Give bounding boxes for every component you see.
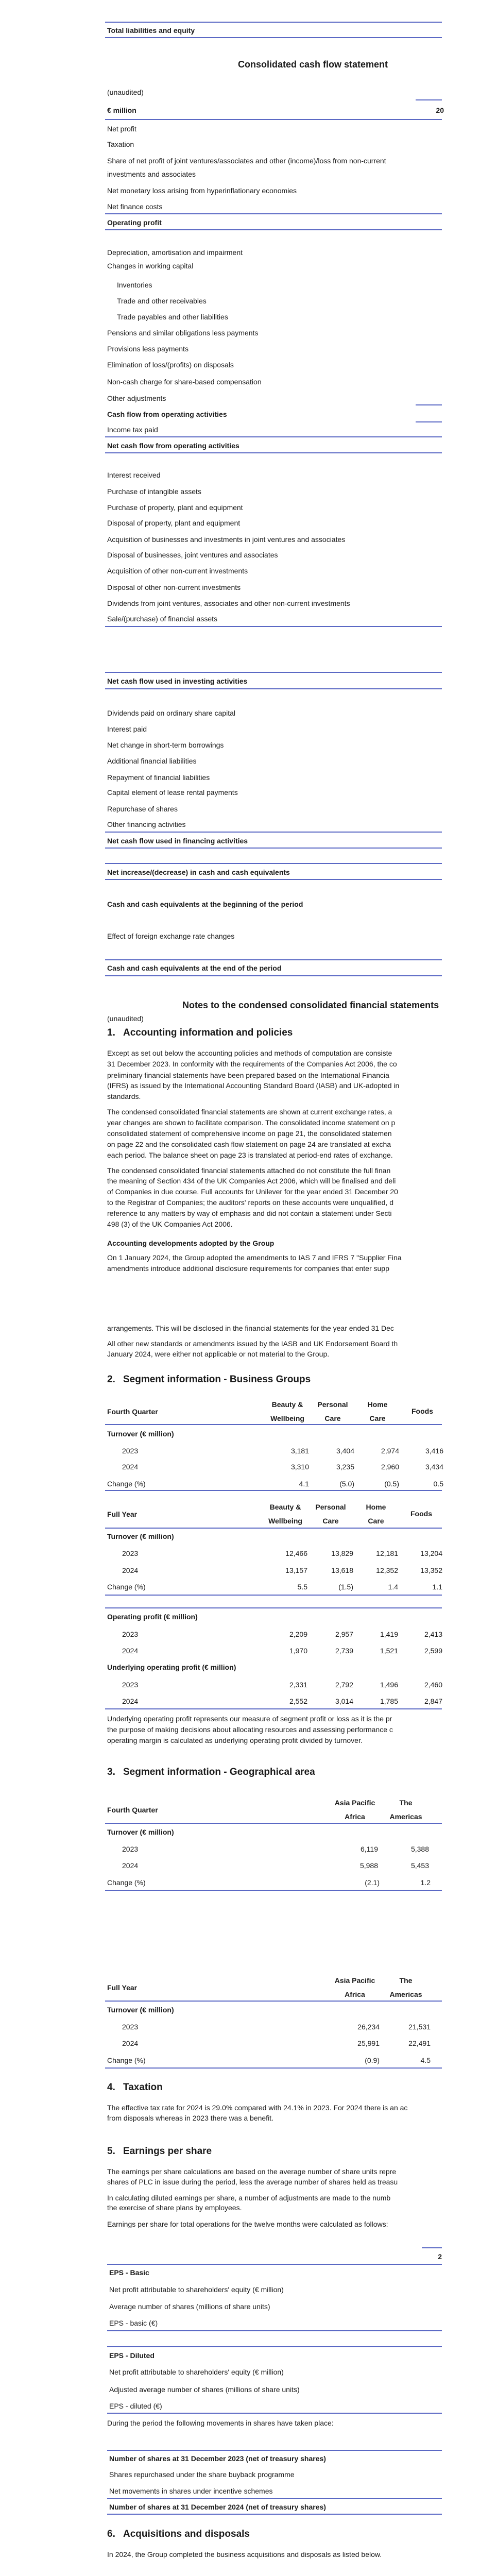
cell: 1.4 <box>388 1583 398 1591</box>
paragraph-line: standards. <box>107 1092 141 1100</box>
column-header: Foods <box>410 1510 432 1518</box>
table-section-label: Turnover (€ million) <box>107 1828 174 1836</box>
cell: 5,453 <box>410 1861 429 1870</box>
section-title: Taxation <box>123 2082 163 2093</box>
cell: 1.1 <box>432 1583 442 1591</box>
divider <box>105 959 442 960</box>
paragraph-line: The condensed consolidated financial statements attached do not constitute the full finan <box>107 1166 391 1175</box>
divider <box>107 2264 442 2265</box>
cf-row: Pensions and similar obligations less payments <box>107 329 259 337</box>
column-header: Personal Care <box>317 1400 348 1422</box>
paragraph-line: 31 December 2023. In conformity with the requirements of the Companies Act 2006, the co <box>107 1060 397 1068</box>
cf-row: Net change in short-term borrowings <box>107 741 224 749</box>
cell: 4.5 <box>420 2056 431 2064</box>
divider <box>105 672 442 673</box>
paragraph-line: arrangements. This will be disclosed in the financial statements for the year ended 31 Dec <box>107 1324 394 1332</box>
section-heading-4 <box>107 2081 163 2094</box>
cf-row: Provisions less payments <box>107 345 188 353</box>
divider <box>105 1708 442 1709</box>
divider <box>107 2346 442 2347</box>
cell: 3,014 <box>335 1697 353 1705</box>
divider <box>105 1490 442 1491</box>
year-column-header: 20 <box>436 106 444 114</box>
paragraph-line: year changes are shown to facilitate comparison. The consolidated income statement on p <box>107 1118 396 1127</box>
divider <box>105 1595 442 1596</box>
divider <box>105 119 442 120</box>
cf-subtotal-row: Cash flow from operating activities <box>107 410 227 418</box>
cf-row: Disposal of businesses, joint ventures and associates <box>107 551 278 559</box>
column-header: Home Care <box>367 1400 388 1422</box>
cell: 22,491 <box>408 2039 431 2047</box>
cf-row: Depreciation, amortisation and impairment <box>107 248 243 257</box>
section-number: 5. <box>107 2146 115 2157</box>
cell: 2,957 <box>335 1630 353 1638</box>
cell: 2,460 <box>424 1681 442 1689</box>
paragraph-line: on page 22 and the consolidated cash flow statement on page 24 are translated at excha <box>107 1140 391 1148</box>
paragraph-line: consolidated statement of comprehensive income on page 21, the consolidated statemen <box>107 1129 392 1138</box>
divider <box>105 37 442 38</box>
cf-row: Changes in working capital <box>107 262 194 270</box>
paragraph-line: Except as set out below the accounting policies and methods of computation are consiste <box>107 1049 392 1057</box>
cf-row: Share of net profit of joint ventures/associates and other (income)/loss from non-current investments and associates <box>107 157 386 178</box>
paragraph-line: each period. The balance sheet on page 23 is translated at period-end rates of exchange. <box>107 1151 393 1159</box>
paragraph-line: preliminary financial statements have been prepared based on the International Financia <box>107 1071 389 1079</box>
cell: 2,552 <box>289 1697 307 1705</box>
cf-row: Interest received <box>107 471 161 479</box>
cell: 2,599 <box>424 1647 442 1655</box>
column-header: The Americas <box>389 1799 422 1821</box>
cell: 13,352 <box>420 1566 442 1574</box>
divider <box>105 2067 442 2069</box>
divider <box>107 2450 442 2451</box>
document-page <box>105 0 442 2568</box>
cell: 25,991 <box>357 2039 380 2047</box>
notes-title: Notes to the condensed consolidated financial statements <box>182 1000 439 1010</box>
cf-row: Disposal of other non-current investments <box>107 583 241 591</box>
cell: 13,204 <box>420 1549 442 1557</box>
section-heading-5 <box>107 2145 212 2158</box>
cell: 2,974 <box>381 1447 399 1455</box>
cf-total-row: Net cash flow from operating activities <box>107 442 239 450</box>
cell: 4.1 <box>299 1480 309 1488</box>
paragraph-line: amendments introduce additional disclosure requirements for companies that enter supp <box>107 1264 389 1273</box>
total-liabilities-equity-label: Total liabilities and equity <box>107 26 195 35</box>
cell: 2,792 <box>335 1681 353 1689</box>
divider <box>105 229 442 230</box>
table-section-label: Turnover (€ million) <box>107 1532 174 1540</box>
cf-row: Trade payables and other liabilities <box>117 313 228 321</box>
cf-row: Elimination of loss/(profits) on disposals <box>107 361 234 369</box>
divider <box>105 1424 442 1425</box>
section-heading-3 <box>107 1766 315 1779</box>
cell: 1,785 <box>380 1697 398 1705</box>
cell: 3,434 <box>425 1463 443 1471</box>
section-title: Segment information - Geographical area <box>123 1767 315 1777</box>
cf-row: Inventories <box>117 281 152 289</box>
section-heading-2 <box>107 1373 311 1386</box>
cell: 2,960 <box>381 1463 399 1471</box>
cf-row: Net profit <box>107 125 136 133</box>
cell: 2,413 <box>424 1630 442 1638</box>
cf-row: Repurchase of shares <box>107 805 178 813</box>
divider <box>105 863 442 864</box>
eps-row: EPS - diluted (€) <box>109 2402 162 2410</box>
shares-row: Shares repurchased under the share buyback programme <box>109 2470 295 2479</box>
cf-row: Additional financial liabilities <box>107 757 197 765</box>
cell: (2.1) <box>365 1878 380 1887</box>
column-header: Asia Pacific Africa <box>334 1799 375 1821</box>
year-column-header: 2 <box>438 2252 442 2261</box>
eps-diluted-label: EPS - Diluted <box>109 2351 155 2360</box>
cf-row: Purchase of property, plant and equipment <box>107 503 243 512</box>
divider <box>105 626 442 627</box>
cf-row: Trade and other receivables <box>117 297 207 305</box>
shares-row: Number of shares at 31 December 2023 (net of treasury shares) <box>109 2454 326 2463</box>
divider <box>105 688 442 689</box>
divider <box>105 452 442 453</box>
row-label: 2023 <box>122 1447 139 1455</box>
cell: 13,618 <box>331 1566 353 1574</box>
divider <box>105 436 442 437</box>
paragraph-line: operating margin is calculated as underlying operating profit divided by turnover. <box>107 1736 363 1744</box>
divider <box>105 22 442 23</box>
section-title: Accounting information and policies <box>123 1027 293 1038</box>
row-label: 2023 <box>122 1845 139 1853</box>
paragraph-line: to the Registrar of Companies; the auditors' reports on these accounts were unqualified, d <box>107 1198 393 1207</box>
table-section-label: Turnover (€ million) <box>107 2006 174 2014</box>
cell: 13,157 <box>285 1566 307 1574</box>
cell: 1,419 <box>380 1630 398 1638</box>
cell: 3,235 <box>336 1463 354 1471</box>
cf-row: Dividends paid on ordinary share capital <box>107 709 236 717</box>
cell: 1,970 <box>289 1647 307 1655</box>
row-label: 2023 <box>122 1630 139 1638</box>
column-divider <box>416 421 442 422</box>
section-number: 1. <box>107 1027 115 1038</box>
subheading: Accounting developments adopted by the Group <box>107 1239 275 1247</box>
column-header: The Americas <box>389 1976 422 1998</box>
cf-row: Repayment of financial liabilities <box>107 773 210 782</box>
divider <box>105 848 442 849</box>
table-label: Full Year <box>107 1984 138 1992</box>
cell: (5.0) <box>339 1480 354 1488</box>
cf-row: Capital element of lease rental payments <box>107 788 238 796</box>
cell: 26,234 <box>357 2023 380 2031</box>
cf-total-row: Cash and cash equivalents at the beginning of the period <box>107 900 303 908</box>
cf-row: Interest paid <box>107 725 147 733</box>
row-label: 2024 <box>122 1566 139 1574</box>
eps-row: Net profit attributable to shareholders' equity (€ million) <box>109 2368 284 2376</box>
cf-row: Taxation <box>107 140 134 148</box>
section-number: 3. <box>107 1767 115 1777</box>
paragraph-line: The condensed consolidated financial statements are shown at current exchange rates, a <box>107 1108 392 1116</box>
cf-row: Effect of foreign exchange rate changes <box>107 932 235 940</box>
cell: 6,119 <box>361 1845 378 1853</box>
divider <box>105 1823 442 1824</box>
column-header: Beauty & Wellbeing <box>270 1400 304 1422</box>
cell: 5,988 <box>359 1861 378 1870</box>
eps-basic-label: EPS - Basic <box>109 2268 149 2277</box>
table-section-label: Underlying operating profit (€ million) <box>107 1663 236 1671</box>
cf-row: Purchase of intangible assets <box>107 487 201 496</box>
eps-row: EPS - basic (€) <box>109 2319 158 2327</box>
section-number: 2. <box>107 1374 115 1385</box>
row-label: 2024 <box>122 1861 139 1870</box>
unaudited-note: (unaudited) <box>107 88 144 96</box>
cf-row: Income tax paid <box>107 426 158 434</box>
cell: 12,466 <box>285 1549 307 1557</box>
divider <box>105 975 442 976</box>
column-divider <box>422 2247 442 2248</box>
cell: 1,496 <box>380 1681 398 1689</box>
unit-header: € million <box>107 106 136 114</box>
row-label: 2024 <box>122 1647 139 1655</box>
divider <box>105 1528 442 1529</box>
column-header: Personal Care <box>315 1503 346 1525</box>
paragraph-line: During the period the following movements in shares have taken place: <box>107 2419 334 2427</box>
paragraph-line: The effective tax rate for 2024 is 29.0% compared with 24.1% in 2023. For 2024 there is an ac <box>107 2104 408 2112</box>
divider <box>107 2413 442 2414</box>
divider <box>105 213 442 214</box>
paragraph-line: from disposals whereas in 2023 there was a benefit. <box>107 2114 273 2122</box>
table-label: Fourth Quarter <box>107 1806 158 1814</box>
divider <box>105 2001 442 2002</box>
cf-row: Disposal of property, plant and equipment <box>107 519 241 527</box>
section-number: 4. <box>107 2082 115 2093</box>
cf-total-row: Net increase/(decrease) in cash and cash equivalents <box>107 868 290 876</box>
row-label: Change (%) <box>107 1583 146 1591</box>
cell: 0.5 <box>433 1480 443 1488</box>
cf-total-row: Cash and cash equivalents at the end of the period <box>107 964 282 972</box>
unaudited-note: (unaudited) <box>107 1014 144 1023</box>
cell: 1.2 <box>420 1878 431 1887</box>
cell: 5,388 <box>410 1845 429 1853</box>
paragraph-line: shares of PLC in issue during the period, less the average number of shares held as treasu <box>107 2178 398 2186</box>
cf-row: Other adjustments <box>107 394 166 402</box>
paragraph-line: January 2024, were either not applicable or not material to the Group. <box>107 1350 330 1358</box>
divider <box>107 2330 442 2331</box>
cf-row: Acquisition of other non-current investments <box>107 567 248 575</box>
table-label: Fourth Quarter <box>107 1408 158 1416</box>
cf-row: Other financing activities <box>107 820 186 828</box>
column-divider <box>416 99 442 100</box>
cf-subtotal-row: Operating profit <box>107 218 162 227</box>
paragraph-line: Earnings per share for total operations for the twelve months were calculated as follows: <box>107 2220 388 2228</box>
section-title: Acquisitions and disposals <box>123 2529 250 2539</box>
divider <box>105 1607 442 1608</box>
cf-row: Sale/(purchase) of financial assets <box>107 615 217 623</box>
cell: 3,181 <box>290 1447 309 1455</box>
divider <box>105 832 442 833</box>
cf-row: Net monetary loss arising from hyperinflationary economies <box>107 187 297 195</box>
cf-row: Dividends from joint ventures, associates and other non-current investments <box>107 599 350 607</box>
cell: 2,847 <box>424 1697 442 1705</box>
eps-row: Average number of shares (millions of share units) <box>109 2302 270 2311</box>
row-label: Change (%) <box>107 1480 146 1488</box>
cf-total-row: Net cash flow used in investing activities <box>107 677 248 685</box>
paragraph-line: 498 (3) of the UK Companies Act 2006. <box>107 1220 233 1228</box>
column-header: Foods <box>412 1407 433 1415</box>
divider <box>107 2498 442 2499</box>
eps-row: Net profit attributable to shareholders' equity (€ million) <box>109 2285 284 2294</box>
paragraph-line: In calculating diluted earnings per share, a number of adjustments are made to the numb <box>107 2194 391 2202</box>
cash-flow-title: Consolidated cash flow statement <box>238 59 388 70</box>
column-header: Asia Pacific Africa <box>334 1976 375 1998</box>
section-title: Earnings per share <box>123 2146 212 2157</box>
cell: 2,331 <box>289 1681 307 1689</box>
row-label: 2024 <box>122 2039 139 2047</box>
cell: (0.5) <box>384 1480 399 1488</box>
cf-total-row: Net cash flow used in financing activities <box>107 837 248 845</box>
paragraph-line: the purpose of making decisions about allocating resources and assessing performance c <box>107 1725 393 1734</box>
cell: 1,521 <box>380 1647 398 1655</box>
shares-row: Number of shares at 31 December 2024 (net of treasury shares) <box>109 2503 326 2511</box>
cell: 3,404 <box>336 1447 354 1455</box>
divider <box>107 2514 442 2515</box>
paragraph-line: (IFRS) as issued by the International Accounting Standard Board (IASB) and UK-adopted in <box>107 1081 400 1090</box>
row-label: 2023 <box>122 1549 139 1557</box>
row-label: 2023 <box>122 1681 139 1689</box>
column-header: Home Care <box>366 1503 386 1525</box>
paragraph-line: On 1 January 2024, the Group adopted the amendments to IAS 7 and IFRS 7 "Supplier Fina <box>107 1253 402 1262</box>
paragraph-line: of Companies in due course. Full accounts for Unilever for the year ended 31 December 20 <box>107 1188 398 1196</box>
section-title: Segment information - Business Groups <box>123 1374 311 1385</box>
section-number: 6. <box>107 2529 115 2539</box>
divider <box>105 1890 442 1891</box>
cell: 2,739 <box>335 1647 353 1655</box>
cell: 3,416 <box>425 1447 443 1455</box>
cf-row: Non-cash charge for share-based compensation <box>107 378 262 386</box>
paragraph-line: the meaning of Section 434 of the UK Companies Act 2006, which will be finalised and deli <box>107 1177 396 1185</box>
table-section-label: Turnover (€ million) <box>107 1430 174 1438</box>
column-divider <box>416 404 442 405</box>
row-label: Change (%) <box>107 2056 146 2064</box>
eps-row: Adjusted average number of shares (millions of share units) <box>109 2385 300 2394</box>
row-label: 2024 <box>122 1463 139 1471</box>
paragraph-line: In 2024, the Group completed the business acquisitions and disposals as listed below. <box>107 2550 382 2558</box>
cell: 5.5 <box>297 1583 307 1591</box>
cell: 13,829 <box>331 1549 353 1557</box>
paragraph-line: All other new standards or amendments issued by the IASB and UK Endorsement Board th <box>107 1340 398 1348</box>
section-heading-6 <box>107 2528 250 2541</box>
cf-row: Net finance costs <box>107 202 163 211</box>
paragraph-line: The earnings per share calculations are based on the average number of share units repre <box>107 2167 397 2176</box>
row-label: 2024 <box>122 1697 139 1705</box>
cell: 3,310 <box>290 1463 309 1471</box>
cf-row: Acquisition of businesses and investments in joint ventures and associates <box>107 535 346 544</box>
table-section-label: Operating profit (€ million) <box>107 1613 198 1621</box>
cell: (0.9) <box>365 2056 380 2064</box>
cell: (1.5) <box>338 1583 353 1591</box>
column-header: Beauty & Wellbeing <box>268 1503 302 1525</box>
cell: 21,531 <box>408 2023 431 2031</box>
section-heading-1 <box>107 1026 293 1040</box>
cell: 12,181 <box>376 1549 398 1557</box>
divider <box>105 879 442 880</box>
shares-row: Net movements in shares under incentive schemes <box>109 2487 273 2495</box>
paragraph-line: reference to any matters by way of emphasis and did not contain a statement under Secti <box>107 1209 392 1217</box>
row-label: 2023 <box>122 2023 139 2031</box>
paragraph-line: Underlying operating profit represents our measure of segment profit or loss as it is the pr <box>107 1715 392 1723</box>
paragraph-line: the exercise of share plans by employees. <box>107 2204 242 2212</box>
table-label: Full Year <box>107 1510 138 1518</box>
cell: 2,209 <box>289 1630 307 1638</box>
row-label: Change (%) <box>107 1878 146 1887</box>
cell: 12,352 <box>376 1566 398 1574</box>
